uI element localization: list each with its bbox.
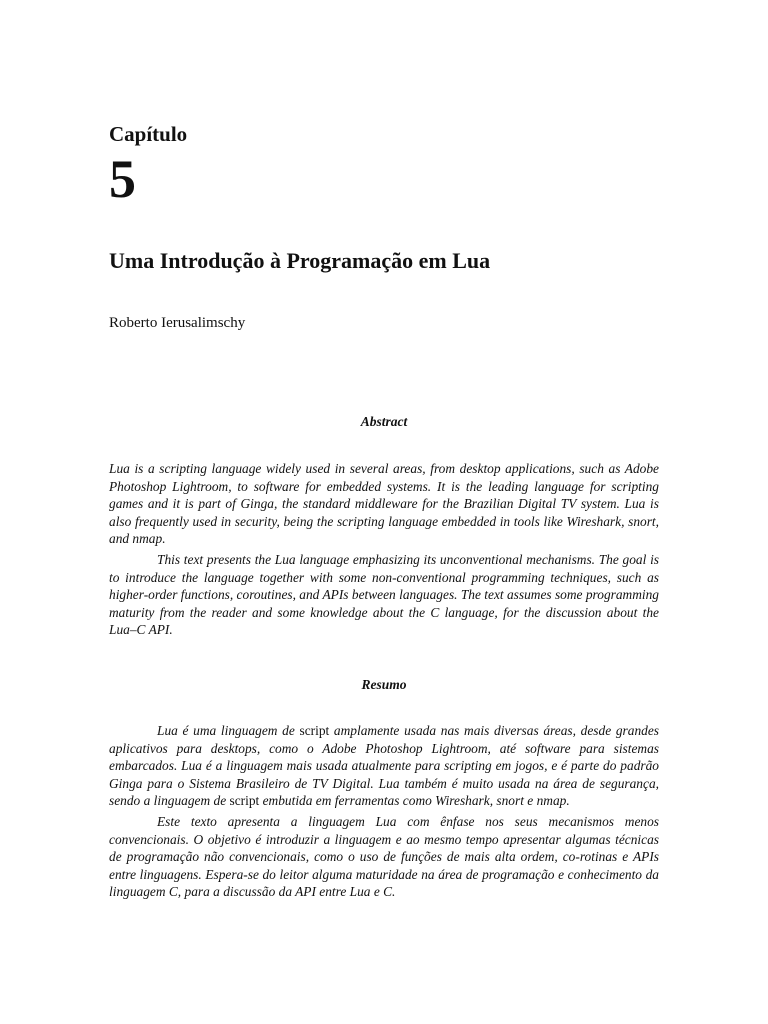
abstract-heading: Abstract <box>360 414 408 429</box>
resumo-paragraph-1 <box>109 722 659 810</box>
author-name: Roberto Ierusalimschy <box>109 315 246 331</box>
resumo-p1-script-term-1: script <box>299 723 330 738</box>
abstract-body <box>109 460 659 639</box>
chapter-label: Capítulo <box>109 122 188 146</box>
resumo-p1-text-1: Lua é uma linguagem de <box>157 723 300 738</box>
resumo-heading: Resumo <box>361 677 407 692</box>
abstract-paragraph-2: This text presents the Lua language emphasizing its unconventional mechanisms. The goal is to introduce the language together with some non-conventional programming techniques, such as higher-order functions, coroutines, and APIs between languages. The text assumes some programming maturity from the reader and some knowledge about the C language, for the discussion about the Lua–C API. <box>109 551 659 638</box>
resumo-paragraph-2: Este texto apresenta a linguagem Lua com ênfase nos seus mecanismos menos convencionais. O objetivo é introduzir a linguagem e ao mesmo tempo apresentar algumas técnicas de programação não convencionais, como o uso de funções de mais alta ordem, co-rotinas e APIs entre linguagens. Espera-se do leitor alguma maturidade na área de programação e conhecimento da linguagem C, para a discussão da API entre Lua e C. <box>109 813 659 900</box>
chapter-title: Uma Introdução à Programação em Lua <box>109 248 491 273</box>
resumo-p1-script-term-2: script <box>229 793 260 809</box>
abstract-paragraph-1: Lua is a scripting language widely used in several areas, from desktop applications, such as Adobe Photoshop Lightroom, to software for embedded systems. It is the leading language for scripting games and it is part of Ginga, the standard middleware for the Brazilian Digital TV system. Lua is also frequently used in security, being the scripting language embedded in tools like Wireshark, snort, and nmap. <box>109 461 659 547</box>
resumo-p1-text-3: embutida em ferramentas como Wireshark, snort e nmap. <box>259 793 570 809</box>
resumo-p1-text-2: amplamente usada nas mais diversas áreas, desde grandes aplicativos para desktops, como o Adobe Photoshop Lightroom, até software para sistemas embarcados. Lua é a linguagem mais usada atualmente para scripting em jogos, e é parte do padrão Ginga para o Sistema Brasileiro de TV Digital. Lua também é muito usada na área de segurança, sendo a linguagem de <box>109 723 659 809</box>
chapter-number: 5 <box>109 149 136 209</box>
resumo-body <box>109 722 659 901</box>
